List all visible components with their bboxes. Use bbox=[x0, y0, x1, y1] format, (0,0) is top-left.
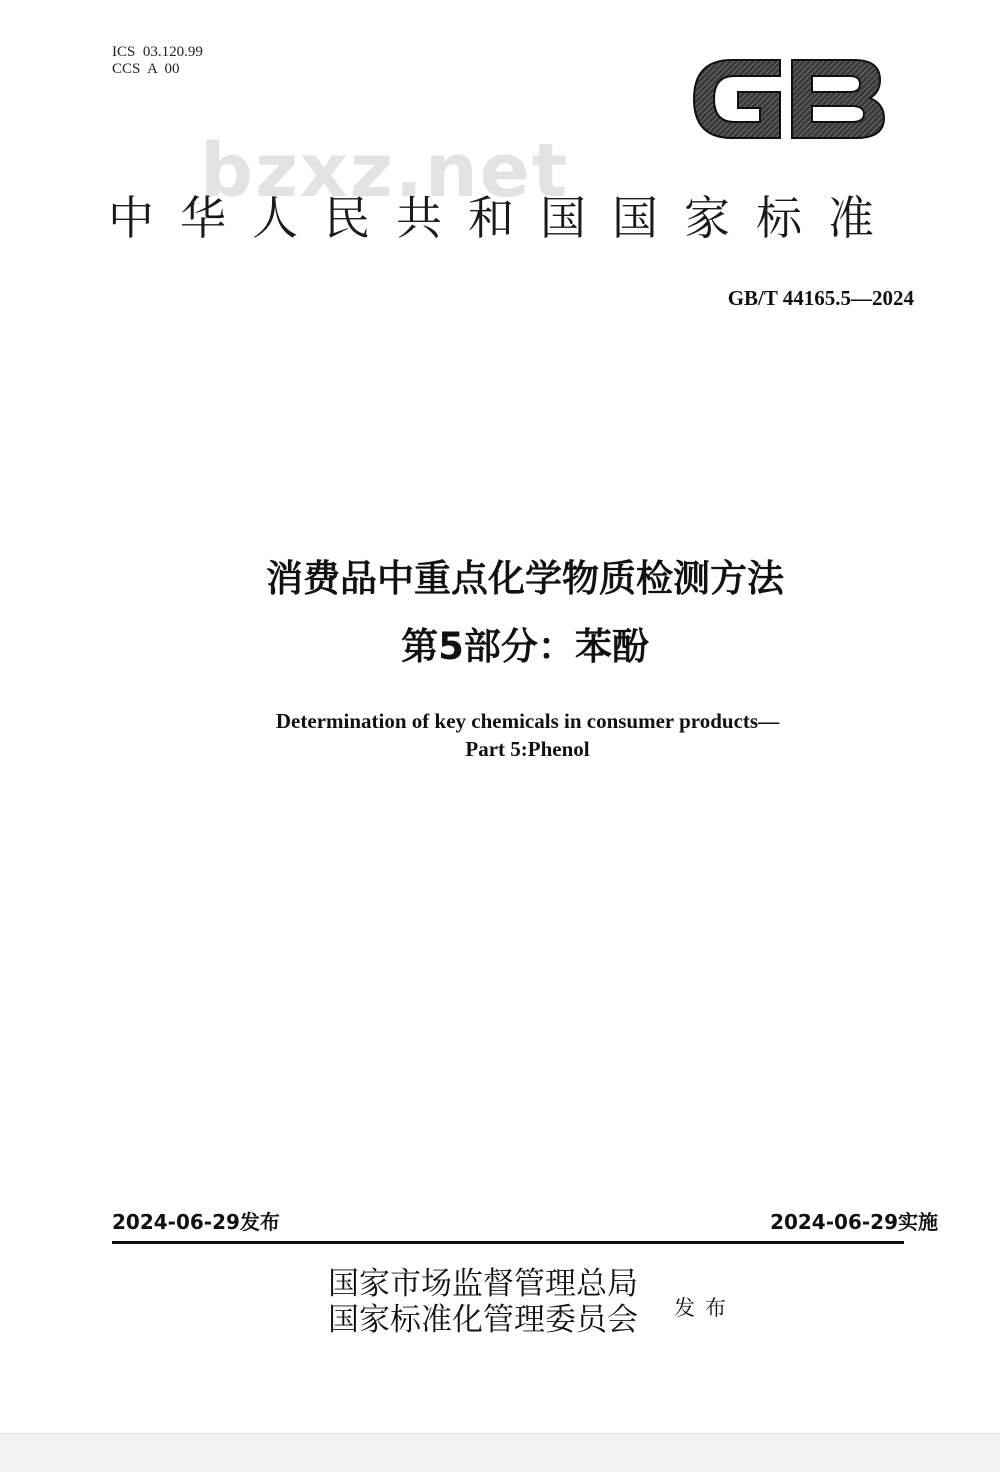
issued-label: 发布 bbox=[674, 1296, 736, 1320]
divider bbox=[112, 1241, 904, 1244]
bottom-strip bbox=[0, 1433, 1000, 1472]
title-cn-line2: 第5部分：苯酚 bbox=[401, 625, 649, 668]
watermark: bzxz.net bbox=[200, 128, 570, 214]
issuer-samr: 国家市场监督管理总局 bbox=[328, 1266, 638, 1302]
issuing-authorities bbox=[328, 1266, 638, 1338]
title-cn-line1: 消费品中重点化学物质检测方法 bbox=[266, 557, 784, 600]
implementation-date: 2024-06-29实施 bbox=[770, 1210, 938, 1234]
classification-codes bbox=[112, 44, 203, 78]
gb-logo-icon bbox=[686, 46, 890, 152]
issue-date: 2024-06-29发布 bbox=[112, 1210, 280, 1234]
national-standard-heading: 中华人民共和国国家标准 bbox=[108, 191, 900, 245]
ics-code: ICS 03.120.99 bbox=[112, 44, 203, 60]
standard-number: GB/T 44165.5—2024 bbox=[727, 286, 914, 310]
issuer-sac: 国家标准化管理委员会 bbox=[328, 1302, 638, 1338]
title-en-line1: Determination of key chemicals in consumer products— bbox=[275, 709, 780, 733]
title-en-line2: Part 5:Phenol bbox=[465, 737, 590, 761]
ccs-code: CCS A 00 bbox=[112, 61, 180, 77]
